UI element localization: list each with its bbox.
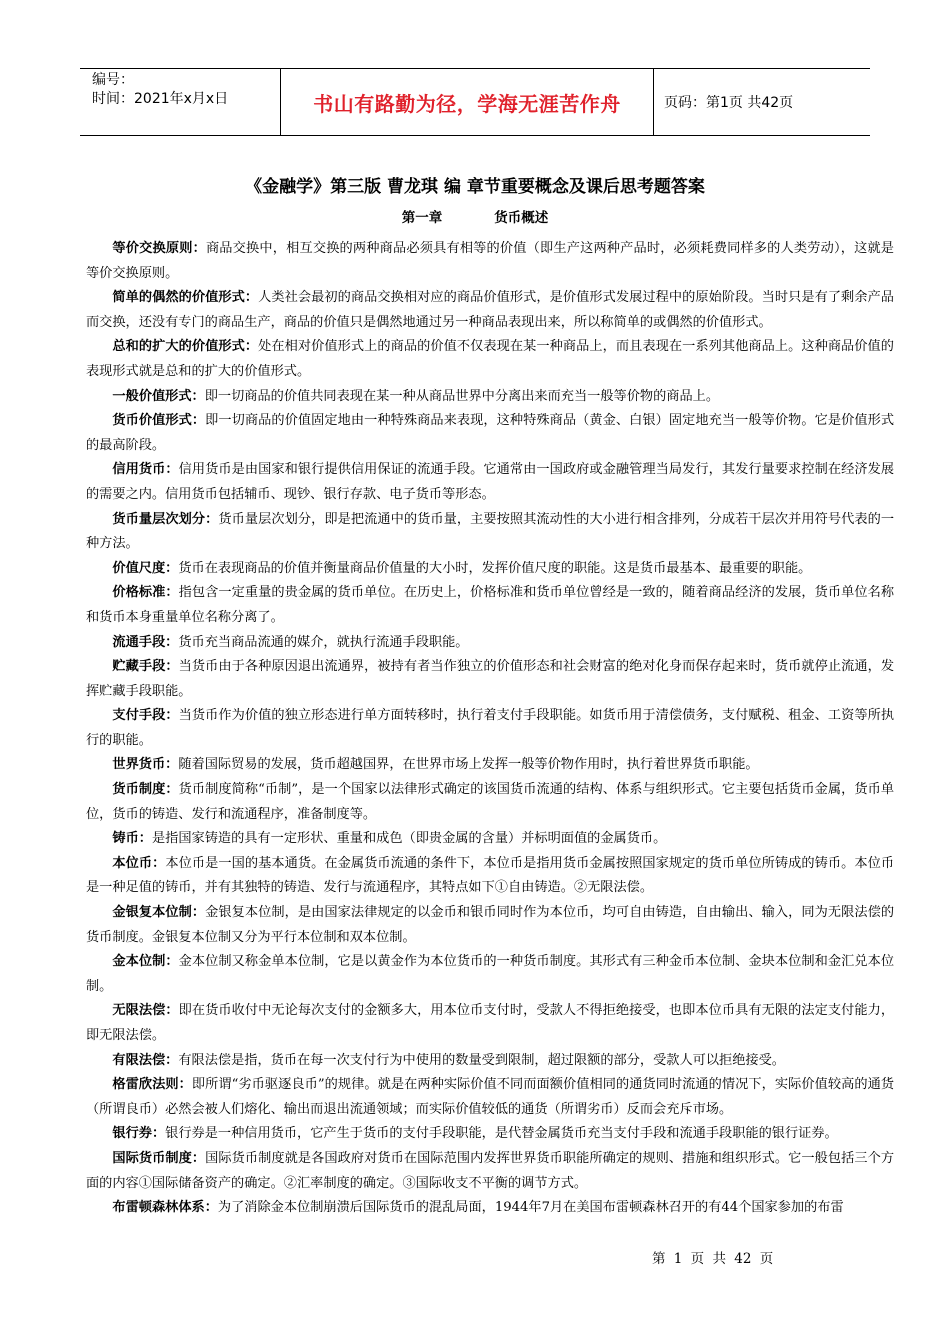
- definition-text: 当货币作为价值的独立形态进行单方面转移时，执行着支付手段职能。如货币用于清偿债务，支付赋税、租金、工资等所执行的职能。: [86, 708, 895, 748]
- definition-paragraph: [86, 409, 894, 458]
- definition-text: 即在货币收付中无论每次支付的金额多大，用本位币支付时，受款人不得拒绝接受，也即本位币具有无限的法定支付能力，即无限法偿。: [86, 1003, 895, 1043]
- definition-paragraph: [86, 335, 894, 384]
- definition-term: 金本位制：: [112, 954, 179, 970]
- header-motto-cell: [280, 69, 654, 135]
- definition-text: 货币制度简称“币制”，是一个国家以法律形式确定的该国货币流通的结构、体系与组织形式。它主要包括货币金属，货币单位，货币的铸造、发行和流通程序，准备制度等。: [86, 782, 895, 822]
- definition-text: 即一切商品的价值共同表现在某一种从商品世界中分离出来而充当一般等价物的商品上。: [204, 388, 720, 404]
- definition-text: 指包含一定重量的贵金属的货币单位。在历史上，价格标准和货币单位曾经是一致的，随着商品经济的发展，货币单位名称和货币本身重量单位名称分离了。: [86, 585, 895, 625]
- definition-paragraph: [86, 631, 894, 656]
- definition-text: 国际货币制度就是各国政府对货币在国际范围内发挥世界货币职能所确定的规则、措施和组织形式。它一般包括三个方面的内容①国际储备资产的确定。②汇率制度的确定。③国际收支不平衡的调节方式。: [86, 1150, 895, 1191]
- definition-term: 支付手段：: [112, 708, 179, 724]
- definition-text: 随着国际贸易的发展，货币超越国界，在世界市场上发挥一般等价物作用时，执行着世界货币职能。: [178, 757, 759, 773]
- definition-paragraph: [86, 557, 894, 582]
- definition-term: 一般价值形式：: [112, 388, 205, 404]
- definition-paragraph: [86, 1122, 894, 1147]
- document-title: 《金融学》第三版 曹龙琪 编 章节重要概念及课后思考题答案: [245, 177, 705, 197]
- definition-paragraph: [86, 1196, 894, 1221]
- definition-paragraph: [86, 655, 894, 704]
- definition-text: 是指国家铸造的具有一定形状、重量和成色（即贵金属的含量）并标明面值的金属货币。: [151, 831, 667, 847]
- page-footer: 第 1 页 共 42 页: [652, 1251, 774, 1267]
- definition-text: 为了消除金本位制崩溃后国际货币的混乱局面，1944年7月在美国布雷顿森林召开的有44个国家参加的布雷: [217, 1200, 844, 1216]
- definition-text: 货币在表现商品的价值并衡量商品价值量的大小时，发挥价值尺度的职能。这是货币最基本、最重要的职能。: [178, 560, 812, 576]
- definition-text: 信用货币是由国家和银行提供信用保证的流通手段。它通常由一国政府或金融管理当局发行，其发行量要求控制在经济发展的需要之内。信用货币包括辅币、现钞、银行存款、电子货币等形态。: [86, 462, 895, 502]
- header-left-cell: [80, 69, 280, 135]
- definition-term: 有限法偿：: [112, 1052, 179, 1068]
- definition-term: 银行券：: [112, 1126, 166, 1142]
- definition-term: 无限法偿：: [112, 1003, 179, 1019]
- definition-paragraph: [86, 999, 894, 1048]
- definition-text: 金银复本位制，是由国家法律规定的以金币和银币同时作为本位币，均可自由铸造，自由输出、输入，同为无限法偿的货币制度。金银复本位制又分为平行本位制和双本位制。: [86, 905, 895, 945]
- definition-text: 即一切商品的价值固定地由一种特殊商品来表现，这种特殊商品（黄金、白银）固定地充当一般等价物。它是价值形式的最高阶段。: [86, 413, 895, 453]
- definition-paragraph: [86, 581, 894, 630]
- definition-paragraph: [86, 458, 894, 507]
- definition-term: 信用货币：: [112, 462, 179, 478]
- definition-term: 等价交换原则：: [112, 241, 206, 256]
- definition-term: 格雷欣法则：: [112, 1077, 192, 1093]
- definition-term: 国际货币制度：: [112, 1150, 206, 1166]
- definition-text: 货币充当商品流通的媒介，就执行流通手段职能。: [178, 634, 469, 650]
- definition-paragraph: [86, 901, 894, 950]
- definition-paragraph: [86, 508, 894, 557]
- chapter-heading: [0, 206, 950, 226]
- header-table: [80, 68, 870, 136]
- chapter-name: 货币概述: [494, 210, 549, 226]
- definition-paragraph: [86, 1049, 894, 1074]
- definition-term: 价格标准：: [112, 585, 179, 601]
- definition-paragraph: [86, 753, 894, 778]
- definition-text: 即所谓“劣币驱逐良币”的规律。就是在两种实际价值不同而面额价值相同的通货同时流通的情况下，实际价值较高的通货（所谓良币）必然会被人们熔化、输出而退出流通领域；而实际价值较低的通货（所谓劣币）反而会充斥市场。: [86, 1077, 895, 1117]
- definition-text: 当货币由于各种原因退出流通界，被持有者当作独立的价值形态和社会财富的绝对化身而保存起来时，货币就停止流通，发挥贮藏手段职能。: [86, 659, 895, 699]
- definition-paragraph: [86, 827, 894, 852]
- definition-paragraph: [86, 237, 894, 286]
- document-body: [86, 237, 894, 1221]
- definition-text: 货币量层次划分，即是把流通中的货币量，主要按照其流动性的大小进行相含排列，分成若干层次并用符号代表的一种方法。: [86, 511, 895, 552]
- definition-paragraph: [86, 286, 894, 335]
- header-page-cell: [654, 69, 870, 135]
- definition-term: 简单的偶然的价值形式：: [112, 290, 259, 306]
- definition-term: 流通手段：: [112, 634, 179, 650]
- definition-term: 货币量层次划分：: [112, 511, 219, 527]
- definition-text: 商品交换中，相互交换的两种商品必须具有相等的价值（即生产这两种产品时，必须耗费同样多的人类劳动），这就是等价交换原则。: [86, 241, 894, 281]
- date-label: 时间：2021年x月x日: [92, 91, 229, 107]
- definition-text: 处在相对价值形式上的商品的价值不仅表现在某一种商品上，而且表现在一系列其他商品上。这种商品价值的表现形式就是总和的扩大的价值形式。: [86, 339, 894, 379]
- definition-paragraph: [86, 1073, 894, 1122]
- definition-term: 金银复本位制：: [112, 905, 206, 921]
- definition-paragraph: [86, 385, 894, 410]
- definition-text: 银行券是一种信用货币，它产生于货币的支付手段职能，是代替金属货币充当支付手段和流通手段职能的银行证券。: [165, 1126, 838, 1142]
- definition-text: 人类社会最初的商品交换相对应的商品价值形式，是价值形式发展过程中的原始阶段。当时只是有了剩余产品而交换，还没有专门的商品生产，商品的价值只是偶然地通过另一种商品表现出来，所以称简单的或偶然的价值形式。: [86, 290, 894, 330]
- definition-paragraph: [86, 778, 894, 827]
- definition-paragraph: [86, 704, 894, 753]
- definition-term: 布雷顿森林体系：: [112, 1200, 218, 1216]
- definition-term: 总和的扩大的价值形式：: [112, 339, 259, 355]
- definition-term: 贮藏手段：: [112, 659, 179, 675]
- page-info: 页码：第1页 共42页: [664, 95, 794, 111]
- definition-term: 世界货币：: [112, 757, 179, 773]
- definition-term: 货币制度：: [112, 782, 179, 798]
- definition-text: 有限法偿是指，货币在每一次支付行为中使用的数量受到限制，超过限额的部分，受款人可以拒绝接受。: [178, 1052, 785, 1068]
- definition-text: 本位币是一国的基本通货。在金属货币流通的条件下，本位币是指用货币金属按照国家规定的货币单位所铸成的铸币。本位币是一种足值的铸币，并有其独特的铸造、发行与流通程序，其特点如下①自由铸造。②无限法偿。: [86, 855, 895, 896]
- chapter-number: 第一章: [401, 210, 443, 226]
- definition-text: 金本位制又称金单本位制，它是以黄金作为本位货币的一种货币制度。其形式有三种金币本位制、金块本位制和金汇兑本位制。: [86, 954, 895, 994]
- number-label: 编号：: [92, 72, 134, 88]
- motto-text: 书山有路勤为径，学海无涯苦作舟: [313, 91, 621, 116]
- definition-paragraph: [86, 950, 894, 999]
- definition-paragraph: [86, 852, 894, 901]
- definition-term: 本位币：: [112, 855, 166, 871]
- definition-term: 货币价值形式：: [112, 413, 206, 429]
- definition-term: 价值尺度：: [112, 560, 179, 576]
- definition-paragraph: [86, 1147, 894, 1196]
- definition-term: 铸币：: [112, 831, 152, 847]
